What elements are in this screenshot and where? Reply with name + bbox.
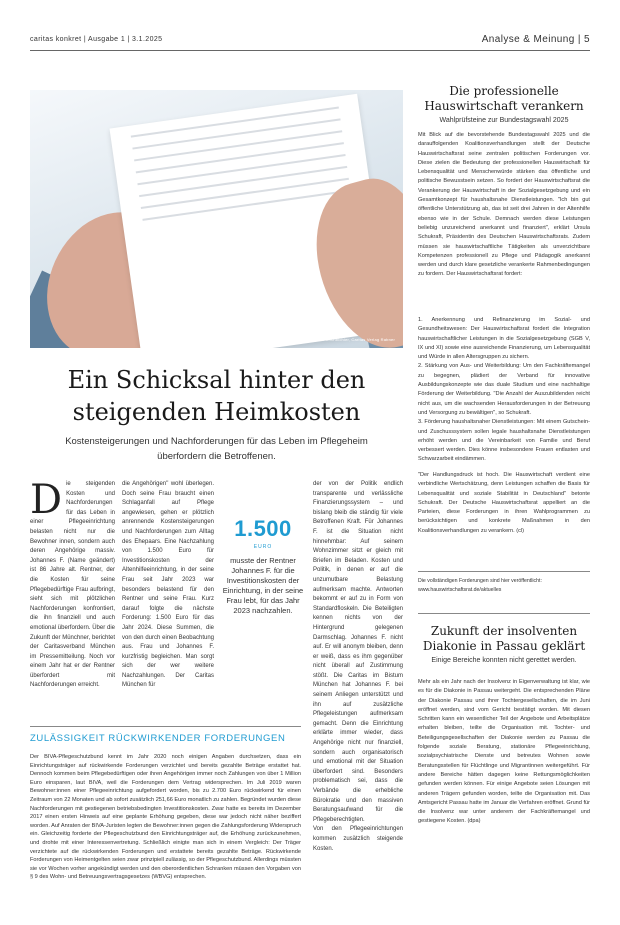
issue-info: caritas konkret | Ausgabe 1 | 3.1.2025 — [30, 36, 163, 43]
side-article-1-subtitle: Wahlprüfsteine zur Bundestagswahl 2025 — [439, 117, 569, 124]
side-article-divider — [418, 613, 590, 614]
article-subheadline: Kostensteigerungen und Nachforderungen für das Leben im Pflegeheim überfordern die Betroffenen. — [65, 436, 368, 462]
side-article-1-title: Die professionelle Hauswirtschaft verankern — [424, 84, 584, 113]
quote-unit: EURO — [253, 544, 273, 550]
pull-quote — [222, 516, 304, 616]
info-box-title: ZULÄSSIGKEIT RÜCKWIRKENDER FORDERUNGEN — [30, 733, 286, 744]
side-article-2-subtitle: Einige Bereiche konnten nicht gerettet werden. — [431, 657, 577, 664]
quote-number: 1.500 — [234, 516, 292, 541]
info-box-text: Der BIVA-Pflegeschutzbund kennt im Jahr 2020 noch einigen Angaben durchsetzen, dass ein Einrichtungsträger auf rückwirkende Forderungen verzichtet und bereits gezahlte Beträge erstattet hat. Dennoch kommen beim Pflegebedürftigen oder ihren Angehörigen immer noch Zahlungen von über 1 Million Euro einsparen, laut BIVA, weil die Forderungen dem Vertrag widersprechen. Im Juli 2019 waren Bewohner:innen einer Pflegeeinrichtung aufgefordert worden, bis zu 2.700 Euro rückwirkend für einen Zeitraum von 22 Monaten und ab sofort zusätzlich 251,66 Euro monatlich zu zahlen. Begründet wurden diese Nachforderungen mit gestiegenen betriebsbedingten Investitionskosten. Zwar hatte es bereits im Dezember 2017 einen ersten Hinweis auf eine geplante Erhöhung gegeben, diese war jedoch nicht näher beziffert worden. Auf Anraten der BIVA-Juristen legten die Bewohner:innen gegen die Zahlungsforderung Widerspruch ein. Gleichzeitig forderte der Pflegeschutzbund den Einrichtungsträger auf, die Erhöhung zurückzunehmen, und drohte mit einer Interessenvertretung. Schließlich einigte man sich in einem Vergleich: Der Träger verzichtete auf die rückwirkenden Forderungen und erstattete bereits gezahlte Beträge. Rückwirkende Forderungen von Heimentgelten seien zwar prinzipiell zulässig, so der Pflegeschutzbund. Allerdings müssten sie vor Wochen vorher angekündigt werden und den oberordentlichen Schranken müssen den Vorgaben von § 9 des Wohn- und Betreuungsvertragsgesetzes (WBVG) entsprechen. — [30, 754, 301, 881]
list-item: 2. Stärkung von Aus- und Weiterbildung: Um den Fachkräftemangel zu begegnen, plädiert der Verband für innovative Ausbildungskonzepte wie das duale Studium und eine nachhaltige Förderung der Weiterbildung. "Die Anzahl der Auszubildenden reicht nicht aus, um die wachsenden Herausforderungen in der Betreuung und Versorgung zu bewältigen", so Schukraft. — [418, 363, 590, 416]
article-headline: Ein Schicksal hinter den steigenden Heimkosten — [67, 366, 366, 426]
side-article-1-note: Die vollständigen Forderungen sind hier veröffentlicht: www.hauswirtschaftsrat.de/aktuelles — [418, 578, 542, 593]
header-divider — [30, 50, 590, 51]
side-article-2-title: Zukunft der insolventen Diakonie in Passau geklärt — [422, 624, 586, 653]
box-divider — [30, 726, 301, 727]
quote-text: musste der Rentner Johannes F. für die Investitionskosten der Einrichtung, in der seine Frau lebt, für das Jahr 2023 nachzahlen. — [222, 556, 304, 615]
section-title: Analyse & Meinung | 5 — [481, 34, 590, 45]
article-column-1: D ie steigenden Kosten und Nachforderungen für das Leben in einer Pflegeeinrichtung belasten nicht nur die Bewohner innen, sondern auch deren Angehörige massiv. Johannes F. (Name geändert) ist 86 Jahre alt. Rentner, der die Kosten für seine Pflegebedürftige Frau aufbringt, sieht sich mit plötzlichen Nachforderungen konfrontiert, die ihn finanziell und auch emotional überfordern. Über die Zukunft der Münchner, berichtet der Caritasverband München im Pressemitteilung. Noch vor einem Jahr hat er der Rentner überfordert mit Nachforderungen erreicht. — [30, 480, 115, 689]
side-article-2-body: Mehr als ein Jahr nach der Insolvenz in Eigenverwaltung ist klar, wie es für die Diakonie in Passau weitergeht. Die entsprechenden Pläne der Diakonie Passau und ihrer Tochtergesellschaften, die im Juni eröffnet werden, sind vom Gericht bestätigt worden. Mit diesen Schritten kann ein wesentlicher Teil der Angebote und Arbeitsplätze erhalten bleiben, teilte die Organisation mit. Tochter- und Beteiligungsgesellschaften der Diakonie werden zu Passau die folgende soziale Beratung, stationäre Pflegeeinrichtung, sozialpsychiatrische Dienste und betreutes Wohnen sowie Beratungsstellen für Flüchtlinge und Migrantinnen weitergeführt. Für andere Bereiche hätten dagegen keine Rettungsmöglichkeiten gefunden werden können. Für einige Angebote seien Lösungen mit anderen Trägern gefunden worden, teilte die Organisation mit. Das Amtsgericht Passau hatte im Januar die Verfahren eröffnet. Grund für die Insolvenz war unter anderem der Fachkräftemangel und gestiegene Kosten. (dpa) — [418, 679, 590, 825]
side-article-1-body-2: "Der Handlungsdruck ist hoch. Die Hauswirtschaft verdient eine verbindliche Wertschätzung, denn Leistungen schaffen die Basis für Lebensqualität und soziale Stabilität in Deutschland" betonte Schukraft. Der Deutsche Hauswirtschaftsrat appelliert an die Parteien, diese Forderungen in ihren Wahlprogrammen zu berücksichtigen und konkrete Maßnahmen in den Koalitionsverhandlungen zu verankern. (cl) — [418, 472, 590, 534]
photo-credit: Foto: Michael Kirchbichler, Caritas Verlag Rabner — [297, 337, 395, 342]
page-header — [30, 34, 590, 48]
list-item: 3. Förderung haushaltsnaher Dienstleistungen: Mit einem Gutschein- und Zuschusssystem sollen legale haushaltsnahe Dienstleistungen erhöht werden und die Vereinbarkeit von Familie und Beruf verbessert werden. Dies könne insbesondere Frauen entlasten und Schwarzarbeit eindämmen. — [418, 419, 590, 463]
article-column-3: der von der Politik endlich transparente und verlässliche Finanzierungssystem – und bislang bleib die ständig für viele Betroffenen Kraft. Für Johannes F. ist die Situation nicht hinnehmbar: Auf seinem Wohnzimmer sitzt er gleich mit Briefen im Beladen. Kosten und Politik, in denen er auf die unzumutbare Belastung aufmerksam machte. Antworten bekommt er auf zu in Form von Standardfloskeln. Die Beteiligten kennen nichts von der Hintergrund gelegenen Darmschlag. Johannes F. nicht auf. Er will anonym bleiben, denn er weiß, dass es ihm gegenüber nicht überall auf Zustimmung stößt. Die Caritas im Bistum München hat Johannes F. bei seinem Anliegen unterstützt und ihn auf zusätzliche Pflegeleistungen aufmerksam gemacht. Denn die Einrichtung erklärte immer wieder, dass Angehörige nicht nur finanziell, sondern auch organisatorisch und emotional mit der Situation überfordert sind. Besonders problematisch sei, dass die Verbände die erhebliche Bürokratie und den massiven Beratungsaufwand für die Pflegeberechtigten. Von den Pflegeeinrichtungen kommen zusätzlich steigende Kosten. — [313, 481, 403, 852]
side-article-1-body: Mit Blick auf die bevorstehende Bundestagswahl 2025 und die darauffolgenden Koalitionsverhandlungen stellt der Deutsche Hauswirtschaftsrat seine zentralen politischen Forderungen vor. Diese zielen die Bedeutung der professionellen Hauswirtschaft für Lebensqualität und Menschenwürde stärken das öffentliche und politische Bewusstsein setzen. So fordert der Hauswirtschaftsrat die Verankerung der Hauswirtschaft in der Sozialgesetzgebung und ein Gesamtkonzept für haushaltsnahe Dienstleistungen. "Ich bin gut öffentliche Unterstützung ab, das ist seit drei Jahren in der Altenhilfe ebenso wie in der Schule. Demnach werden diese Leistungen beliebig unzureichend anerkannt und finanziert", erklärt Ursula Schukraft, Präsidentin des Deutschen Hauswirtschaftsrats. Zudem müssen sie hauswirtschaftliche Tätigkeiten als unverzichtbare Kompetenzen professionell zu Pflege und Pädagogik anerkannt werden und durch klare gesetzliche verankerte Rahmenbedingungen zu fordern. Der Hauswirtschaftsrat fordert: — [418, 132, 590, 278]
note-divider — [418, 571, 590, 572]
dropcap: D — [30, 480, 63, 523]
article-photo — [30, 90, 403, 348]
list-item: 1. Anerkennung und Refinanzierung im Sozial- und Gesundheitswesen: Der Hauswirtschaftsrat fordert die Integration hauswirtschaftlicher Leistungen in die Sozialgesetzgebung (SGB V, IX und XI) sowie eine ausreichende Finanzierung, um Lebensqualität und Würde in allen Altersgruppen zu sichern. — [418, 317, 590, 361]
article-column-2: die Angehörigen" wohl überlegen. Doch seine Frau braucht einen Schlaganfall auf Pflege angewiesen, gehen er plötzlich anrennende Kostensteigerungen und Nachforderungen zum Alltag des Ehepaars. Eine Nachzahlung von 1.500 Euro für Investitionskosten der Altenhilfeeinrichtung, in der seine Frau seit Jahr 2023 war besonders belastend für den Rentner und seine Frau. Kurz darauf folgte die nächste Forderung: 1.500 Euro für das Jahr 2024. Diese Summen, die von den durch einen Beobachtung aus. Frau und Johannes F. kurzfristig begleichen. Man sorgt sich der wer weitere Nachzahlungen. Der Caritas München für — [122, 481, 214, 689]
side-article-1-list — [418, 316, 590, 470]
